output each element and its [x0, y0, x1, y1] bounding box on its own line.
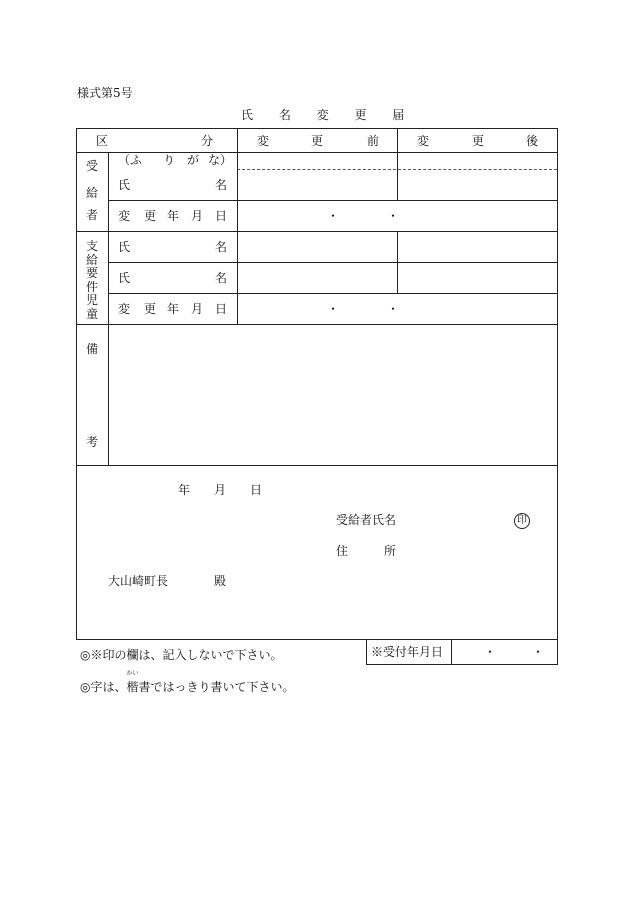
ruby-reading: かい	[126, 670, 139, 677]
note-handwriting-prefix: ◎字は、	[80, 680, 127, 694]
recipient-change-date-3: 年	[167, 209, 180, 223]
child2-name-before-field[interactable]	[238, 263, 397, 293]
child2-name-label-1: 氏	[118, 271, 131, 285]
remarks-divider	[76, 465, 558, 466]
note-handwriting	[80, 670, 295, 694]
receipt-date-dots[interactable]: ・ ・	[484, 645, 545, 659]
table-left-border	[76, 128, 77, 639]
children-change-date-1: 変	[118, 302, 131, 316]
receipt-box-left	[366, 639, 367, 664]
recipient-name-label-2: 名	[215, 178, 228, 192]
recipient-name-before-field[interactable]	[238, 170, 397, 200]
header-before-2: 更	[311, 134, 324, 148]
children-change-date-dots[interactable]: ・ ・	[327, 302, 400, 316]
address-label-2: 所	[384, 544, 397, 558]
child-name2-divider	[108, 293, 558, 294]
recipient-change-date-1: 変	[118, 209, 131, 223]
header-before-1: 変	[257, 134, 270, 148]
header-after-1: 変	[417, 134, 430, 148]
children-change-date-5: 日	[215, 302, 228, 316]
ruby-kanji	[126, 670, 139, 694]
remarks-label-top: 備	[86, 342, 99, 356]
recipient-signature-label: 受給者氏名	[336, 513, 397, 527]
child2-name-label-2: 名	[215, 271, 228, 285]
recipient-change-date-dots[interactable]: ・ ・	[327, 209, 400, 223]
header-division-1: 区	[96, 134, 109, 148]
furigana-label-3: が	[187, 153, 200, 167]
child1-name-before-field[interactable]	[238, 232, 397, 262]
furigana-label-4: な）	[208, 153, 233, 167]
children-label: 支 給 要 件 児 童	[85, 239, 98, 321]
table-right-border	[557, 128, 558, 664]
submission-month-label: 月	[214, 483, 227, 497]
header-before-3: 前	[367, 134, 380, 148]
child2-name-after-field[interactable]	[398, 263, 557, 293]
header-after-2: 更	[472, 134, 485, 148]
recipient-label: 受 給 者	[85, 159, 98, 222]
honorific: 殿	[214, 574, 227, 588]
child1-name-label-2: 名	[215, 240, 228, 254]
note-handwriting-suffix: 書ではっきり書いて下さい。	[138, 680, 295, 694]
recipient-name-label-1: 氏	[118, 178, 131, 192]
receipt-date-label: ※受付年月日	[371, 645, 444, 659]
receipt-box-divider	[451, 639, 452, 664]
recipient-name-after-field[interactable]	[398, 170, 557, 200]
furigana-label-1: （ふ	[118, 153, 143, 167]
recipient-change-date-2: 更	[144, 209, 157, 223]
furigana-label-2: り	[163, 153, 176, 167]
submission-year-label: 年	[178, 483, 191, 497]
recipient-name-divider	[108, 200, 558, 201]
address-label-1: 住	[336, 544, 349, 558]
child1-name-label-1: 氏	[118, 240, 131, 254]
furigana-after-field[interactable]	[398, 153, 557, 169]
addressee: 大山崎町長	[108, 574, 169, 588]
form-title: 氏 名 変 更 届	[241, 108, 406, 122]
remarks-field[interactable]	[109, 325, 557, 465]
ruby-base: 楷	[126, 680, 139, 694]
table-top-border	[76, 128, 558, 129]
table-bottom-border	[76, 639, 558, 640]
header-division-2: 分	[201, 134, 214, 148]
recipient-change-date-5: 日	[215, 209, 228, 223]
recipient-change-date-4: 月	[191, 209, 204, 223]
header-after-3: 後	[526, 134, 539, 148]
submission-day-label: 日	[250, 483, 263, 497]
note-office-use: ◎※印の欄は、記入しないで下さい。	[80, 648, 283, 662]
receipt-box-bottom	[366, 664, 558, 665]
furigana-before-field[interactable]	[238, 153, 397, 169]
remarks-label-bottom: 考	[86, 435, 99, 449]
children-change-date-3: 年	[167, 302, 180, 316]
form-number: 様式第5号	[77, 86, 133, 100]
children-change-date-4: 月	[191, 302, 204, 316]
child1-name-after-field[interactable]	[398, 232, 557, 262]
seal-icon: 印	[514, 513, 530, 529]
children-change-date-2: 更	[144, 302, 157, 316]
